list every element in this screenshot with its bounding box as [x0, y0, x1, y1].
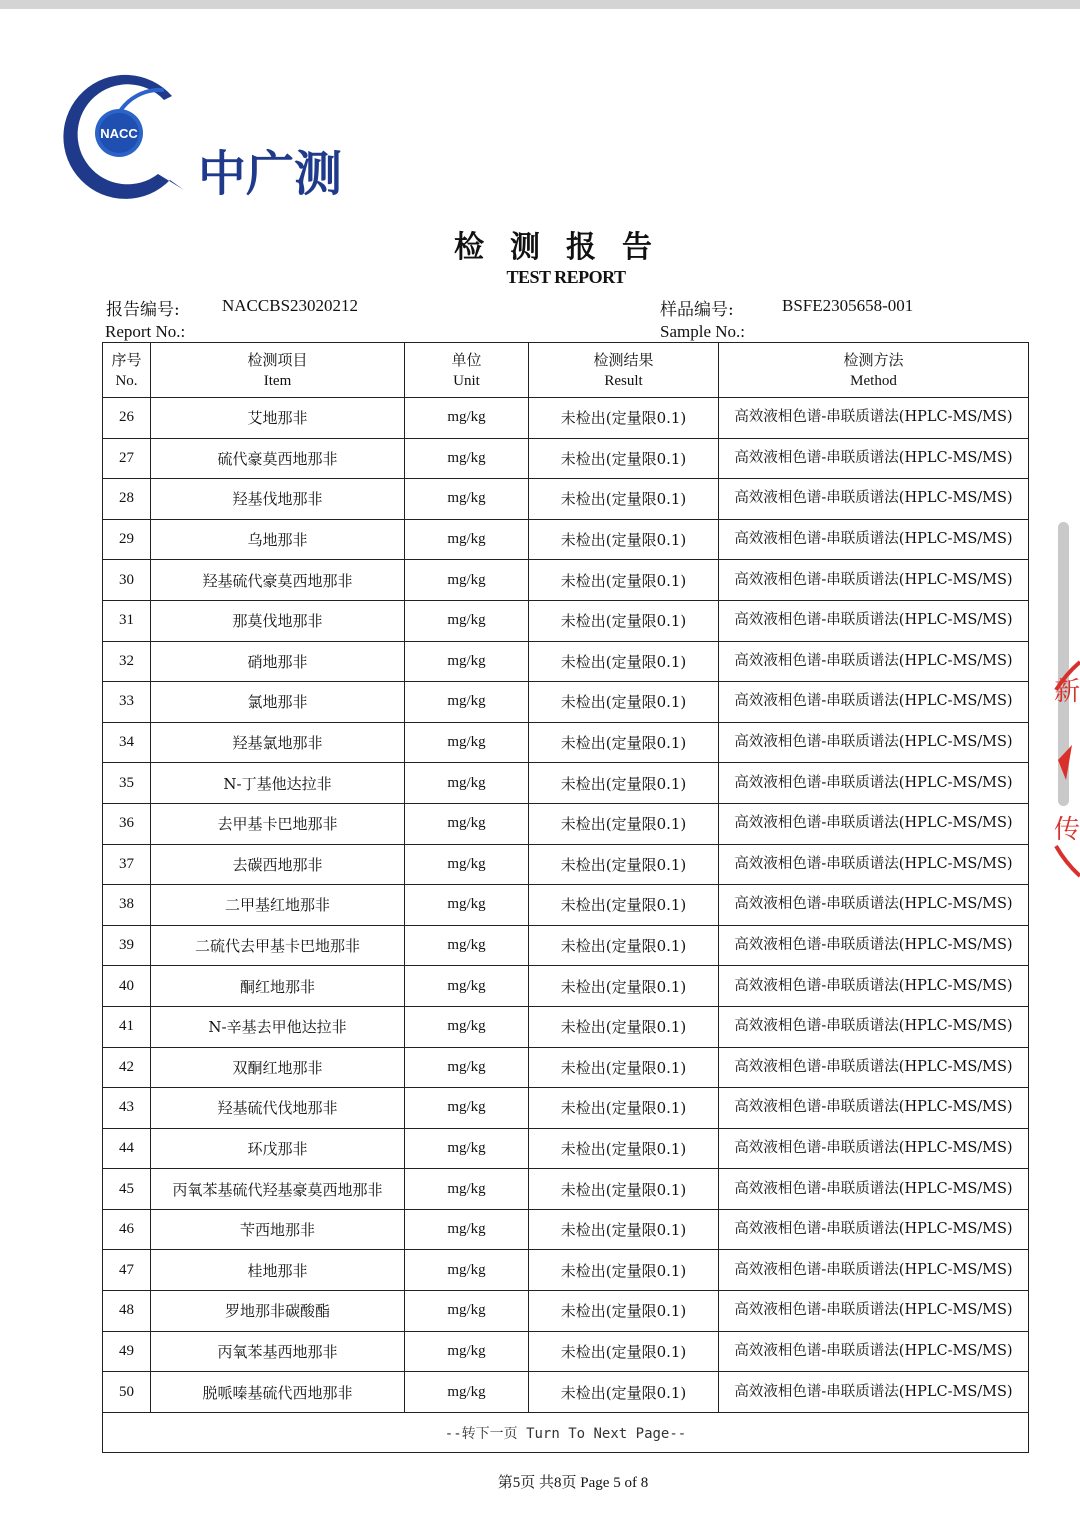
report-no-label-en: Report No.: — [105, 322, 186, 341]
row-unit: mg/kg — [405, 1006, 529, 1047]
header-method: 检测方法 Method — [719, 343, 1029, 398]
header-result: 检测结果 Result — [529, 343, 719, 398]
top-gray-strip — [0, 0, 1080, 9]
row-item: 硝地那非 — [151, 641, 405, 682]
row-no: 35 — [103, 763, 151, 804]
row-result: 未检出(定量限0.1) — [529, 1047, 719, 1088]
results-table — [102, 342, 1029, 1453]
table-row — [103, 966, 1029, 1007]
row-item: 丙氧苯基西地那非 — [151, 1331, 405, 1372]
row-no: 36 — [103, 803, 151, 844]
row-item: 硫代豪莫西地那非 — [151, 438, 405, 479]
row-item: 二甲基红地那非 — [151, 885, 405, 926]
row-result: 未检出(定量限0.1) — [529, 438, 719, 479]
table-row — [103, 722, 1029, 763]
row-item: 羟基伐地那非 — [151, 479, 405, 520]
page-number: 第5页 共8页 Page 5 of 8 — [497, 1475, 649, 1491]
row-result: 未检出(定量限0.1) — [529, 1006, 719, 1047]
row-method: 高效液相色谱-串联质谱法(HPLC-MS/MS) — [719, 763, 1029, 804]
row-no: 31 — [103, 600, 151, 641]
row-unit: mg/kg — [405, 519, 529, 560]
header-no: 序号 No. — [103, 343, 151, 398]
row-method: 高效液相色谱-串联质谱法(HPLC-MS/MS) — [719, 398, 1029, 439]
row-result: 未检出(定量限0.1) — [529, 1250, 719, 1291]
table-row — [103, 1006, 1029, 1047]
row-method: 高效液相色谱-串联质谱法(HPLC-MS/MS) — [719, 1209, 1029, 1250]
row-result: 未检出(定量限0.1) — [529, 479, 719, 520]
report-no-label-cn: 报告编号: — [106, 300, 180, 320]
row-unit: mg/kg — [405, 1047, 529, 1088]
row-unit: mg/kg — [405, 1331, 529, 1372]
row-unit: mg/kg — [405, 885, 529, 926]
row-no: 29 — [103, 519, 151, 560]
table-row — [103, 1331, 1029, 1372]
row-no: 44 — [103, 1128, 151, 1169]
row-method: 高效液相色谱-串联质谱法(HPLC-MS/MS) — [719, 1169, 1029, 1210]
row-unit: mg/kg — [405, 803, 529, 844]
row-result: 未检出(定量限0.1) — [529, 398, 719, 439]
table-row — [103, 844, 1029, 885]
row-unit: mg/kg — [405, 763, 529, 804]
row-method: 高效液相色谱-串联质谱法(HPLC-MS/MS) — [719, 438, 1029, 479]
header-unit: 单位 Unit — [405, 343, 529, 398]
row-no: 34 — [103, 722, 151, 763]
row-unit: mg/kg — [405, 844, 529, 885]
row-result: 未检出(定量限0.1) — [529, 1372, 719, 1413]
row-method: 高效液相色谱-串联质谱法(HPLC-MS/MS) — [719, 600, 1029, 641]
row-unit: mg/kg — [405, 1128, 529, 1169]
table-row — [103, 1250, 1029, 1291]
row-method: 高效液相色谱-串联质谱法(HPLC-MS/MS) — [719, 479, 1029, 520]
row-method: 高效液相色谱-串联质谱法(HPLC-MS/MS) — [719, 1088, 1029, 1129]
table-header-row — [103, 343, 1029, 398]
row-method: 高效液相色谱-串联质谱法(HPLC-MS/MS) — [719, 966, 1029, 1007]
svg-text:传: 传 — [1054, 815, 1080, 845]
row-method: 高效液相色谱-串联质谱法(HPLC-MS/MS) — [719, 1128, 1029, 1169]
row-item: 羟基硫代伐地那非 — [151, 1088, 405, 1129]
row-method: 高效液相色谱-串联质谱法(HPLC-MS/MS) — [719, 885, 1029, 926]
row-item: 罗地那非碳酸酯 — [151, 1291, 405, 1332]
row-no: 46 — [103, 1209, 151, 1250]
row-method: 高效液相色谱-串联质谱法(HPLC-MS/MS) — [719, 1047, 1029, 1088]
row-method: 高效液相色谱-串联质谱法(HPLC-MS/MS) — [719, 519, 1029, 560]
table-row — [103, 479, 1029, 520]
row-no: 47 — [103, 1250, 151, 1291]
row-item: 去碳西地那非 — [151, 844, 405, 885]
row-no: 50 — [103, 1372, 151, 1413]
row-no: 49 — [103, 1331, 151, 1372]
row-method: 高效液相色谱-串联质谱法(HPLC-MS/MS) — [719, 925, 1029, 966]
table-row — [103, 1088, 1029, 1129]
row-item: 氯地那非 — [151, 682, 405, 723]
table-row — [103, 1372, 1029, 1413]
continue-row — [103, 1412, 1029, 1453]
sample-no-label-en: Sample No.: — [660, 322, 745, 341]
sample-no-value: BSFE2305658-001 — [782, 296, 914, 315]
report-title-en: TEST REPORT — [506, 267, 626, 287]
table-row — [103, 600, 1029, 641]
continue-note: --转下一页 Turn To Next Page-- — [103, 1412, 1029, 1453]
row-unit: mg/kg — [405, 682, 529, 723]
row-no: 43 — [103, 1088, 151, 1129]
row-method: 高效液相色谱-串联质谱法(HPLC-MS/MS) — [719, 641, 1029, 682]
row-no: 26 — [103, 398, 151, 439]
row-method: 高效液相色谱-串联质谱法(HPLC-MS/MS) — [719, 722, 1029, 763]
report-no-value: NACCBS23020212 — [222, 296, 359, 315]
row-result: 未检出(定量限0.1) — [529, 1291, 719, 1332]
row-result: 未检出(定量限0.1) — [529, 722, 719, 763]
row-unit: mg/kg — [405, 398, 529, 439]
row-result: 未检出(定量限0.1) — [529, 925, 719, 966]
row-unit: mg/kg — [405, 1250, 529, 1291]
row-no: 48 — [103, 1291, 151, 1332]
row-item: 那莫伐地那非 — [151, 600, 405, 641]
table-row — [103, 803, 1029, 844]
row-item: 丙氧苯基硫代羟基豪莫西地那非 — [151, 1169, 405, 1210]
report-title-cn: 检测报告 — [454, 230, 678, 265]
row-no: 27 — [103, 438, 151, 479]
row-method: 高效液相色谱-串联质谱法(HPLC-MS/MS) — [719, 844, 1029, 885]
row-item: N-丁基他达拉非 — [151, 763, 405, 804]
row-no: 39 — [103, 925, 151, 966]
row-item: 酮红地那非 — [151, 966, 405, 1007]
table-row — [103, 398, 1029, 439]
table-row — [103, 560, 1029, 601]
row-method: 高效液相色谱-串联质谱法(HPLC-MS/MS) — [719, 682, 1029, 723]
row-item: 乌地那非 — [151, 519, 405, 560]
row-unit: mg/kg — [405, 1291, 529, 1332]
row-item: 羟基氯地那非 — [151, 722, 405, 763]
row-result: 未检出(定量限0.1) — [529, 682, 719, 723]
row-result: 未检出(定量限0.1) — [529, 519, 719, 560]
table-row — [103, 1291, 1029, 1332]
table-row — [103, 438, 1029, 479]
row-method: 高效液相色谱-串联质谱法(HPLC-MS/MS) — [719, 1372, 1029, 1413]
row-result: 未检出(定量限0.1) — [529, 966, 719, 1007]
row-item: 脱哌嗪基硫代西地那非 — [151, 1372, 405, 1413]
row-no: 37 — [103, 844, 151, 885]
table-row — [103, 1128, 1029, 1169]
row-result: 未检出(定量限0.1) — [529, 1128, 719, 1169]
table-row — [103, 682, 1029, 723]
red-seal-stamp — [1052, 650, 1080, 885]
table-row — [103, 885, 1029, 926]
row-no: 45 — [103, 1169, 151, 1210]
table-row — [103, 1209, 1029, 1250]
row-unit: mg/kg — [405, 560, 529, 601]
row-result: 未检出(定量限0.1) — [529, 1088, 719, 1129]
row-item: 苄西地那非 — [151, 1209, 405, 1250]
row-item: N-辛基去甲他达拉非 — [151, 1006, 405, 1047]
svg-text:新: 新 — [1054, 677, 1080, 707]
row-result: 未检出(定量限0.1) — [529, 560, 719, 601]
row-unit: mg/kg — [405, 1209, 529, 1250]
row-result: 未检出(定量限0.1) — [529, 885, 719, 926]
row-result: 未检出(定量限0.1) — [529, 1169, 719, 1210]
row-item: 去甲基卡巴地那非 — [151, 803, 405, 844]
row-method: 高效液相色谱-串联质谱法(HPLC-MS/MS) — [719, 1331, 1029, 1372]
row-no: 33 — [103, 682, 151, 723]
sample-no-label-cn: 样品编号: — [660, 300, 734, 320]
row-unit: mg/kg — [405, 722, 529, 763]
table-row — [103, 763, 1029, 804]
row-unit: mg/kg — [405, 966, 529, 1007]
row-no: 40 — [103, 966, 151, 1007]
table-row — [103, 519, 1029, 560]
row-result: 未检出(定量限0.1) — [529, 844, 719, 885]
row-method: 高效液相色谱-串联质谱法(HPLC-MS/MS) — [719, 1250, 1029, 1291]
row-result: 未检出(定量限0.1) — [529, 641, 719, 682]
row-no: 41 — [103, 1006, 151, 1047]
row-item: 桂地那非 — [151, 1250, 405, 1291]
row-no: 30 — [103, 560, 151, 601]
row-result: 未检出(定量限0.1) — [529, 1331, 719, 1372]
row-item: 双酮红地那非 — [151, 1047, 405, 1088]
row-result: 未检出(定量限0.1) — [529, 600, 719, 641]
row-no: 32 — [103, 641, 151, 682]
row-item: 二硫代去甲基卡巴地那非 — [151, 925, 405, 966]
row-no: 38 — [103, 885, 151, 926]
row-result: 未检出(定量限0.1) — [529, 803, 719, 844]
company-logo — [52, 70, 382, 200]
row-result: 未检出(定量限0.1) — [529, 763, 719, 804]
row-item: 羟基硫代豪莫西地那非 — [151, 560, 405, 601]
row-item: 环戊那非 — [151, 1128, 405, 1169]
row-result: 未检出(定量限0.1) — [529, 1209, 719, 1250]
table-row — [103, 925, 1029, 966]
row-unit: mg/kg — [405, 600, 529, 641]
row-unit: mg/kg — [405, 479, 529, 520]
row-no: 28 — [103, 479, 151, 520]
table-row — [103, 1169, 1029, 1210]
row-method: 高效液相色谱-串联质谱法(HPLC-MS/MS) — [719, 560, 1029, 601]
row-unit: mg/kg — [405, 1169, 529, 1210]
row-unit: mg/kg — [405, 1372, 529, 1413]
row-method: 高效液相色谱-串联质谱法(HPLC-MS/MS) — [719, 1291, 1029, 1332]
row-unit: mg/kg — [405, 641, 529, 682]
table-row — [103, 1047, 1029, 1088]
row-unit: mg/kg — [405, 438, 529, 479]
table-row — [103, 641, 1029, 682]
row-no: 42 — [103, 1047, 151, 1088]
header-item: 检测项目 Item — [151, 343, 405, 398]
row-method: 高效液相色谱-串联质谱法(HPLC-MS/MS) — [719, 803, 1029, 844]
row-method: 高效液相色谱-串联质谱法(HPLC-MS/MS) — [719, 1006, 1029, 1047]
row-item: 艾地那非 — [151, 398, 405, 439]
row-unit: mg/kg — [405, 1088, 529, 1129]
row-unit: mg/kg — [405, 925, 529, 966]
logo-badge-text: NACC — [100, 126, 138, 141]
logo-brand-text: 中广测 — [198, 146, 343, 200]
